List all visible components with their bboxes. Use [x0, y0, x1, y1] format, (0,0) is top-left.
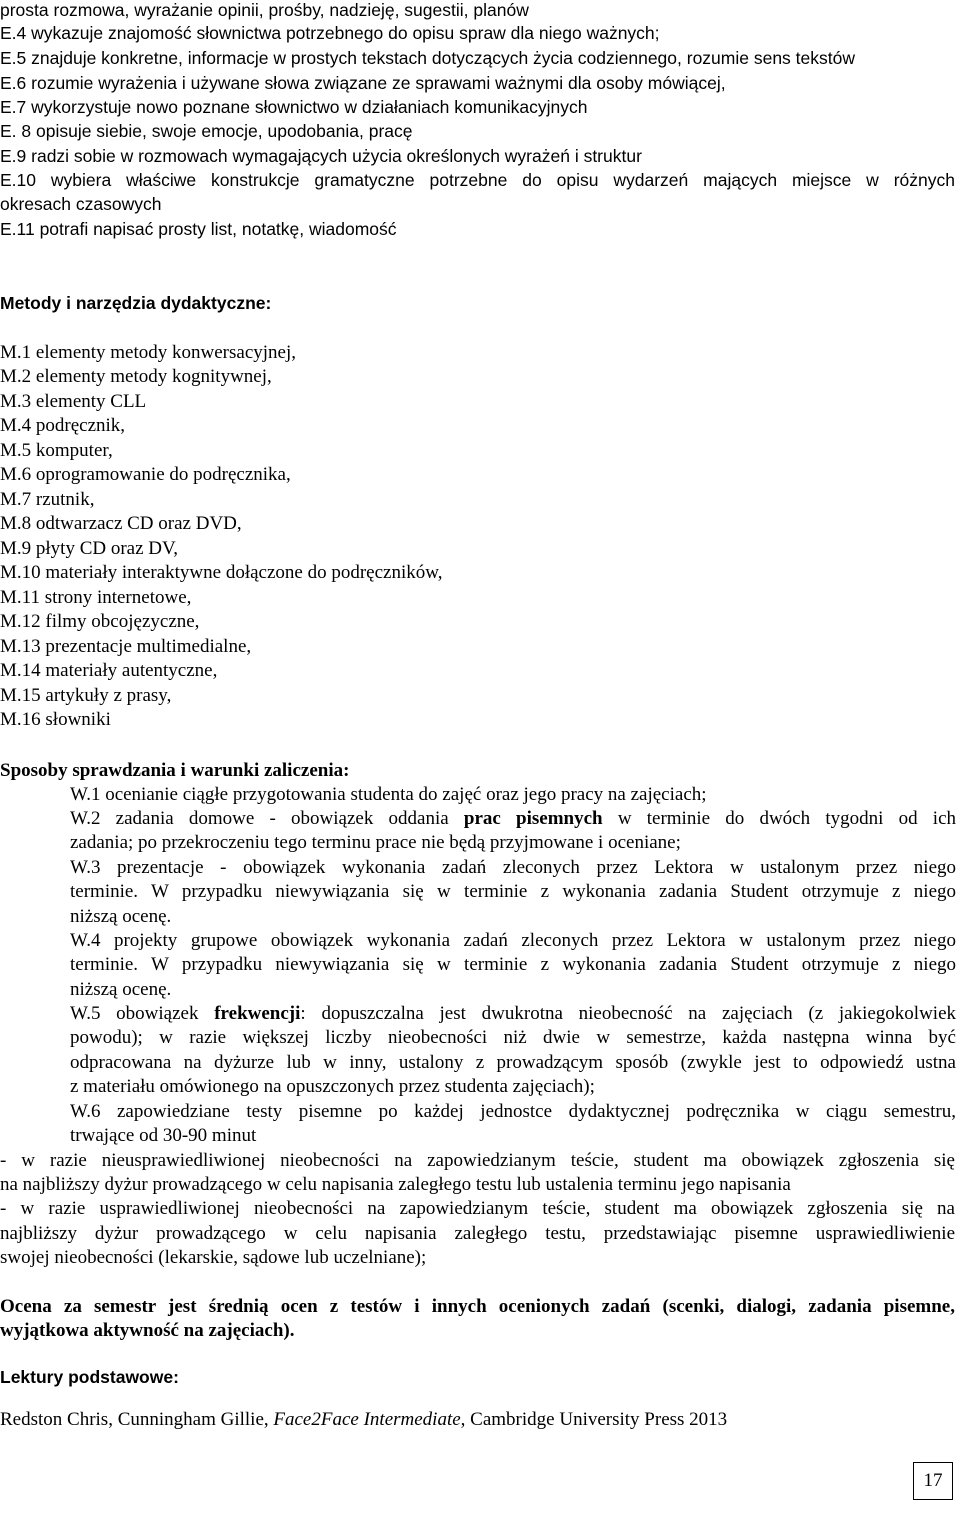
assessment-w1: W.1 ocenianie ciągłe przygotowania studenta do zajęć oraz jego pracy na zajęciach; — [70, 784, 707, 805]
reading-item — [0, 1409, 727, 1431]
grade-line: wyjątkowa aktywność na zajęciach). — [0, 1320, 295, 1341]
reading-authors: Redston Chris, Cunningham Gillie, — [0, 1409, 274, 1430]
assessment-w5-line: z materiału omówionego na opuszczonych przez studenta zajęciach); — [70, 1076, 595, 1097]
method-item: M.5 komputer, — [0, 440, 113, 461]
method-item: M.3 elementy CLL — [0, 391, 147, 412]
absence-line: na najbliższy dyżur prowadzącego w celu napisania zaległego testu lub ustalenia terminu jego napisania — [0, 1174, 791, 1195]
method-item: M.13 prezentacje multimedialne, — [0, 636, 252, 657]
method-item: M.4 podręcznik, — [0, 415, 126, 436]
grade-line: Ocena za semestr jest średnią ocen z testów i innych ocenionych zadań (scenki, dialogi, zadania pisemne, — [0, 1296, 955, 1317]
effect-line: E.11 potrafi napisać prosty list, notatkę, wiadomość — [0, 219, 397, 239]
method-item: M.10 materiały interaktywne dołączone do podręczników, — [0, 562, 443, 583]
assessment-w5-line: odpracowana na dyżurze lub w inny, ustalony z prowadzącym sposób (zwykle jest to odpowiedź ustna — [70, 1052, 956, 1073]
effect-line: E.4 wykazuje znajomość słownictwa potrzebnego do opisu spraw dla niego ważnych; — [0, 23, 660, 43]
absence-line: - w razie nieusprawiedliwionej nieobecności na zapowiedzianym teście, student ma obowiązek zgłoszenia się — [0, 1150, 955, 1171]
absence-line: swojej nieobecności (lekarskie, sądowe lub uczelniane); — [0, 1247, 427, 1268]
effect-line: E. 8 opisuje siebie, swoje emocje, upodobania, pracę — [0, 121, 413, 141]
method-item: M.12 filmy obcojęzyczne, — [0, 611, 200, 632]
method-item: M.16 słowniki — [0, 709, 111, 730]
absence-line: najbliższy dyżur prowadzącego w celu napisania zaległego testu, przedstawiając pisemne usprawiedliwienie — [0, 1223, 955, 1244]
method-item: M.7 rzutnik, — [0, 489, 95, 510]
w2-bold: prac pisemnych — [463, 808, 603, 829]
w2-text: w terminie do dwóch tygodni od ich — [602, 808, 957, 829]
reading-publisher: , Cambridge University Press 2013 — [460, 1409, 728, 1430]
assessment-heading: Sposoby sprawdzania i warunki zaliczenia: — [0, 760, 350, 781]
effect-line: E.7 wykorzystuje nowo poznane słownictwo w działaniach komunikacyjnych — [0, 97, 588, 117]
reading-title: Face2Face Intermediate — [273, 1409, 461, 1430]
effect-line: okresach czasowych — [0, 194, 162, 214]
method-item: M.14 materiały autentyczne, — [0, 660, 218, 681]
effect-line: prosta rozmowa, wyrażanie opinii, prośby, nadzieję, sugestii, planów — [0, 0, 529, 20]
page-number: 17 — [913, 1462, 953, 1500]
w2-text: W.2 zadania domowe - obowiązek oddania — [70, 808, 464, 829]
effect-line: E.10 wybiera właściwe konstrukcje gramatyczne potrzebne do opisu wydarzeń mających miejsce w różnych — [0, 170, 955, 190]
method-item: M.9 płyty CD oraz DV, — [0, 538, 179, 559]
assessment-w3-line: W.3 prezentacje - obowiązek wykonania zadań zleconych przez Lektora w ustalonym przez niego — [70, 857, 956, 878]
method-item: M.8 odtwarzacz CD oraz DVD, — [0, 513, 242, 534]
assessment-w2-line1 — [70, 808, 956, 830]
method-item: M.2 elementy metody kognitywnej, — [0, 366, 272, 387]
effect-line: E.6 rozumie wyrażenia i używane słowa związane ze sprawami ważnymi dla osoby mówiącej, — [0, 73, 726, 93]
method-item: M.1 elementy metody konwersacyjnej, — [0, 342, 297, 363]
w5-bold: frekwencji — [214, 1003, 301, 1024]
assessment-w6-line: trwające od 30-90 minut — [70, 1125, 257, 1146]
assessment-w5-line: powodu); w razie większej liczby nieobecności niż dwie w semestrze, każda następna winna być — [70, 1027, 956, 1048]
w5-text: W.5 obowiązek — [70, 1003, 215, 1024]
methods-heading: Metody i narzędzia dydaktyczne: — [0, 293, 272, 313]
absence-line: - w razie usprawiedliwionej nieobecności na zapowiedzianym teście, student ma obowiązek zgłoszenia się na — [0, 1198, 955, 1219]
assessment-w5-line1 — [70, 1003, 956, 1025]
assessment-w6-line: W.6 zapowiedziane testy pisemne po każdej jednostce dydaktycznej podręcznika w ciągu semestru, — [70, 1101, 956, 1122]
assessment-w3-line: terminie. W przypadku niewywiązania się w terminie z wykonania zadania Student otrzymuje z niego — [70, 881, 956, 902]
effect-line: E.5 znajduje konkretne, informacje w prostych tekstach dotyczących życia codziennego, rozumie sens tekstów — [0, 48, 855, 68]
assessment-w3-line: niższą ocenę. — [70, 906, 172, 927]
assessment-w4-line: terminie. W przypadku niewywiązania się w terminie z wykonania zadania Student otrzymuje z niego — [70, 954, 956, 975]
assessment-w4-line: niższą ocenę. — [70, 979, 172, 1000]
w5-text: : dopuszczalna jest dwukrotna nieobecność na zajęciach (z jakiegokolwiek — [300, 1003, 956, 1024]
assessment-w4-line: W.4 projekty grupowe obowiązek wykonania zadań zleconych przez Lektora w ustalonym przez niego — [70, 930, 956, 951]
assessment-w2-line2: zadania; po przekroczeniu tego terminu prace nie będą przyjmowane i oceniane; — [70, 832, 681, 853]
method-item: M.15 artykuły z prasy, — [0, 685, 172, 706]
method-item: M.6 oprogramowanie do podręcznika, — [0, 464, 291, 485]
method-item: M.11 strony internetowe, — [0, 587, 192, 608]
readings-heading: Lektury podstawowe: — [0, 1367, 179, 1387]
effect-line: E.9 radzi sobie w rozmowach wymagających użycia określonych wyrażeń i struktur — [0, 146, 642, 166]
